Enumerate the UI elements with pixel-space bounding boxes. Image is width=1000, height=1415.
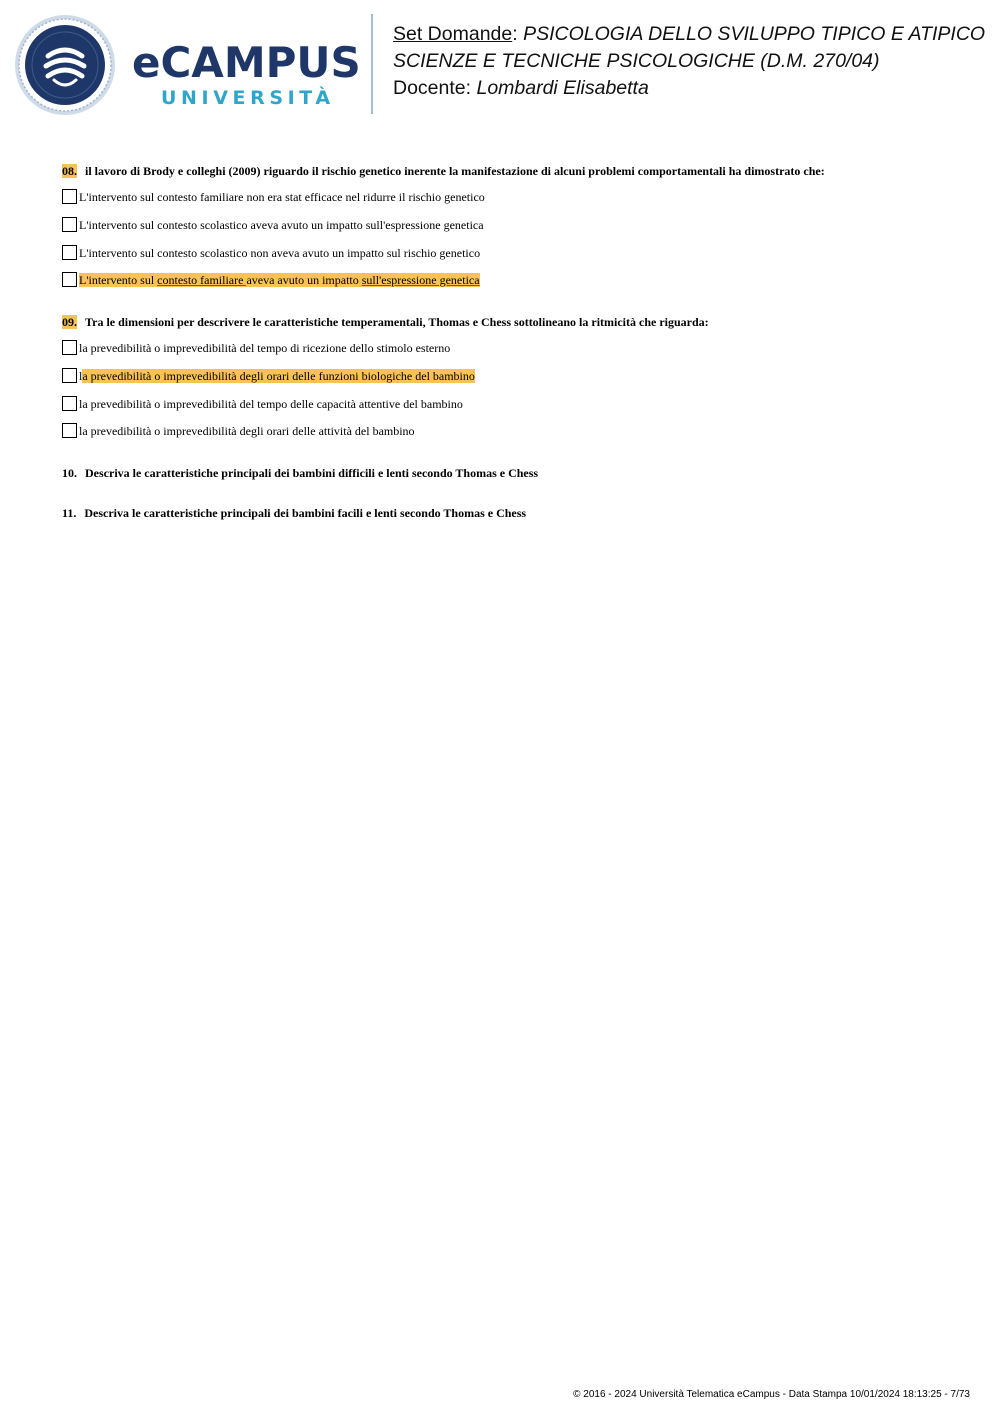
teacher-line xyxy=(393,75,993,102)
question-08-option-2[interactable] xyxy=(62,217,484,233)
teacher-label: Docente: xyxy=(393,77,477,99)
header-info xyxy=(393,21,993,102)
question-09-option-4[interactable] xyxy=(62,423,415,439)
option-text-underlined: contesto familiare xyxy=(157,273,247,287)
option-text: L'intervento sul contesto scolastico aveva avuto un impatto sull'espressione genetica xyxy=(79,218,484,232)
option-text: la prevedibilità o imprevedibilità del tempo di ricezione dello stimolo esterno xyxy=(79,341,451,355)
question-08-option-4-correct[interactable] xyxy=(62,272,480,288)
question-number: 11. xyxy=(62,506,77,520)
option-text: la prevedibilità o imprevedibilità degli orari delle attività del bambino xyxy=(79,424,415,438)
checkbox[interactable] xyxy=(62,189,77,204)
question-text: Descriva le caratteristiche principali dei bambini difficili e lenti secondo Thomas e Chess xyxy=(85,466,539,480)
course-line xyxy=(393,21,993,48)
header-divider xyxy=(371,14,373,114)
option-text: L'intervento sul contesto scolastico non aveva avuto un impatto sul rischio genetico xyxy=(79,246,481,260)
option-text: L'intervento sul contesto familiare non era stat efficace nel ridurre il rischio genetico xyxy=(79,190,485,204)
question-09-title xyxy=(62,315,709,330)
option-text: la prevedibilità o imprevedibilità del tempo delle capacità attentive del bambino xyxy=(79,397,463,411)
checkbox[interactable] xyxy=(62,245,77,260)
question-08-option-3[interactable] xyxy=(62,245,480,261)
page-header xyxy=(0,0,1000,130)
question-09-option-1[interactable] xyxy=(62,340,450,356)
option-text-underlined: sull'espressione genetica xyxy=(361,273,480,287)
question-09-option-3[interactable] xyxy=(62,396,463,412)
question-number: 08. xyxy=(62,164,77,178)
brand-subtitle: UNIVERSITÀ xyxy=(161,87,335,109)
question-text: il lavoro di Brody e colleghi (2009) riguardo il rischio genetico inerente la manifestazione di alcuni problemi comportamentali ha dimostrato che: xyxy=(85,164,825,178)
degree-name: SCIENZE E TECNICHE PSICOLOGICHE (D.M. 270/04) xyxy=(393,50,880,72)
checkbox[interactable] xyxy=(62,423,77,438)
question-08-title xyxy=(62,164,825,179)
checkbox[interactable] xyxy=(62,396,77,411)
set-label: Set Domande xyxy=(393,23,513,45)
checkbox[interactable] xyxy=(62,272,77,287)
question-number: 10. xyxy=(62,466,77,480)
question-text: Tra le dimensioni per descrivere le caratteristiche temperamentali, Thomas e Chess sottolineano la ritmicità che riguarda: xyxy=(85,315,709,329)
page-footer: © 2016 - 2024 Università Telematica eCampus - Data Stampa 10/01/2024 18:13:25 - 7/73 xyxy=(573,1389,970,1400)
question-11-title xyxy=(62,506,526,521)
brand-wordmark: eCAMPUS xyxy=(132,38,361,87)
question-text: Descriva le caratteristiche principali dei bambini facili e lenti secondo Thomas e Chess xyxy=(84,506,527,520)
checkbox[interactable] xyxy=(62,217,77,232)
question-10-title xyxy=(62,466,538,481)
set-separator: : xyxy=(512,23,524,45)
question-08-option-1[interactable] xyxy=(62,189,485,205)
course-name: PSICOLOGIA DELLO SVILUPPO TIPICO E ATIPICO xyxy=(523,23,986,45)
option-text-part: L'intervento sul xyxy=(79,273,158,287)
checkbox[interactable] xyxy=(62,340,77,355)
option-text-prefix: l xyxy=(79,369,83,383)
question-number: 09. xyxy=(62,315,77,329)
option-text-part: aveva avuto un impatto xyxy=(246,273,362,287)
question-09-option-2-correct[interactable] xyxy=(62,368,475,384)
teacher-name: Lombardi Elisabetta xyxy=(476,77,649,99)
checkbox[interactable] xyxy=(62,368,77,383)
option-text-highlighted: a prevedibilità o imprevedibilità degli orari delle funzioni biologiche del bambino xyxy=(82,369,475,383)
ecampus-seal-logo-icon xyxy=(14,14,116,116)
